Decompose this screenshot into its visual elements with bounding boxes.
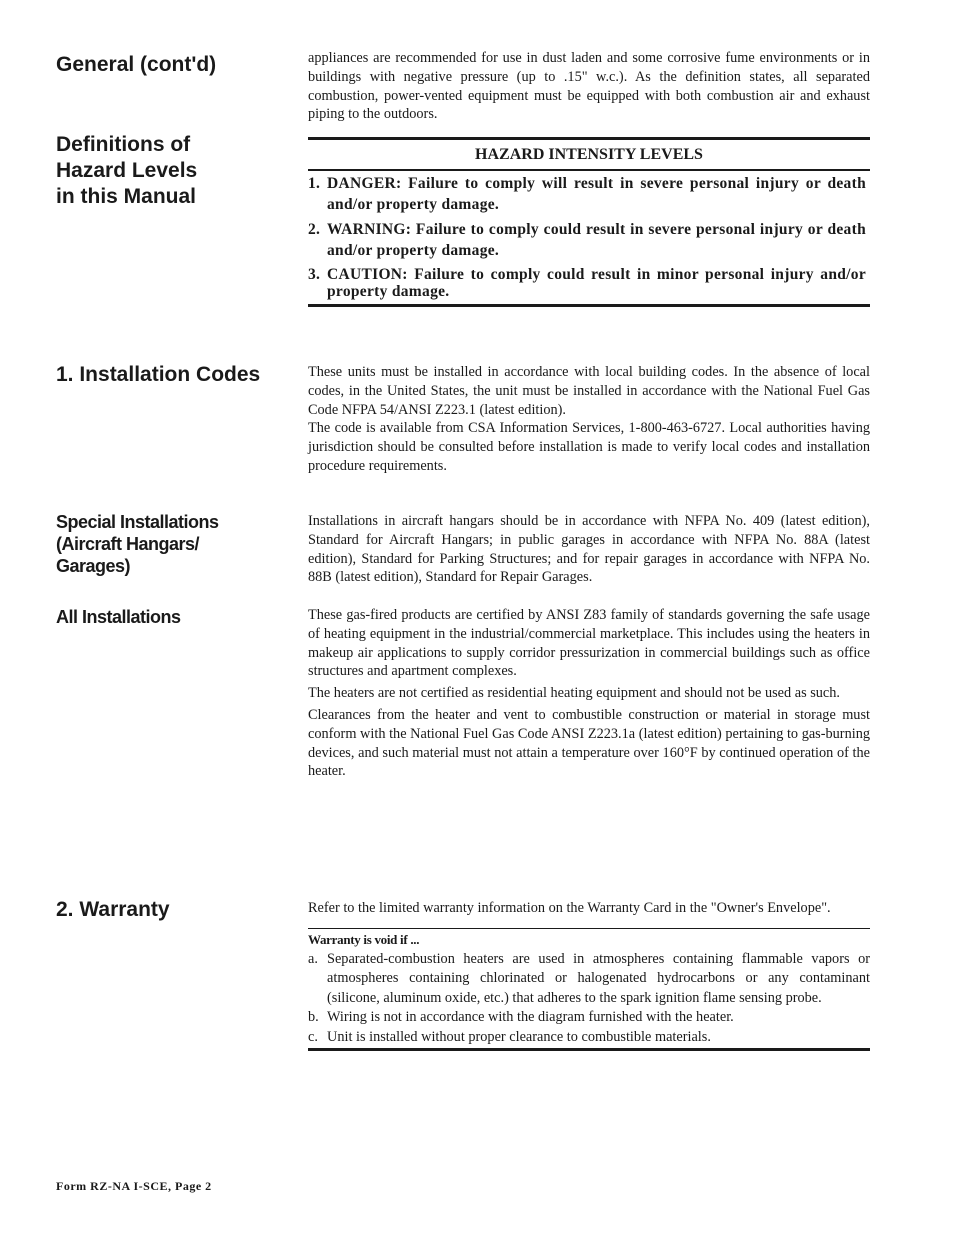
heading-line: Special Installations	[56, 512, 219, 532]
hazard-number: 1.	[308, 175, 321, 192]
paragraph: appliances are recommended for use in dust laden and some corrosive fume environments or in buildings with negative pressure (up to .15" w.c.). As the definition states, all separated combustion, power-vented equipment must be equipped with both combustion air and exhaust piping to the outdoors.	[308, 50, 870, 123]
hazard-item-caution	[308, 266, 866, 300]
warranty-void-item	[308, 1008, 870, 1028]
item-letter: c.	[308, 1028, 318, 1045]
warranty-void-item	[308, 1028, 870, 1048]
paragraph: Installations in aircraft hangars should be in accordance with NFPA No. 409 (latest edition), Standard for Aircraft Hangars; in public garages in accordance with NFPA No. 88A (latest edition), Standard for Parking Structures; and for repair garages in accordance with NFPA No. 88B (latest edition), Standard for Repair Garages.	[308, 513, 870, 586]
installation-codes-text	[308, 363, 870, 476]
hazard-list	[308, 171, 870, 304]
hazard-number: 2.	[308, 221, 321, 238]
page-footer: Form RZ-NA I-SCE, Page 2	[56, 1179, 212, 1193]
item-text: Wiring is not in accordance with the diagram furnished with the heater.	[327, 1009, 734, 1025]
paragraph: The heaters are not certified as residential heating equipment and should not be used as such.	[308, 685, 840, 702]
warranty-void-box	[308, 928, 870, 1051]
heading-warranty: 2. Warranty	[56, 898, 170, 921]
paragraph: Clearances from the heater and vent to combustible construction or material in storage must conform with the National Fuel Gas Code ANSI Z223.1a (latest edition) pertaining to gas-burning devices, and such material must not attain a temperature over 160°F by continued operation of the heater.	[308, 706, 870, 780]
heading-line: in this Manual	[56, 185, 197, 208]
item-text: Unit is installed without proper clearance to combustible materials.	[327, 1028, 711, 1045]
hazard-text: CAUTION: Failure to comply could result in minor personal injury and/or property damage.	[327, 266, 866, 300]
special-installations-text	[308, 512, 870, 587]
heading-line: Definitions of	[56, 133, 191, 156]
paragraph: These gas-fired products are certified by ANSI Z83 family of standards governing the safe usage of heating equipment in the industrial/commercial marketplace. This includes using the heaters in makeup air applications to supply corridor pressurization in commercial buildings such as office structures and apartment complexes.	[308, 607, 870, 680]
all-installations-text	[308, 606, 870, 781]
paragraph: Refer to the limited warranty information on the Warranty Card in the "Owner's Envelope".	[308, 900, 831, 916]
warranty-void-item	[308, 950, 870, 1009]
paragraph: The code is available from CSA Information Services, 1-800-463-6727. Local authorities having jurisdiction should be consulted before installation is made to verify local codes and installation procedure requirements.	[308, 420, 870, 474]
warranty-void-title: Warranty is void if ...	[308, 932, 420, 947]
heading-installation-codes: 1. Installation Codes	[56, 363, 261, 386]
heading-general-contd: General (cont'd)	[56, 53, 217, 76]
item-text: Separated-combustion heaters are used in atmospheres containing flammable vapors or atmospheres containing chlorinated or halogenated hydrocarbons or any contaminant (silicone, aluminum oxide, etc.) that adheres to the spark ignition flame sensing probe.	[327, 950, 870, 1006]
hazard-title: HAZARD INTENSITY LEVELS	[308, 140, 870, 171]
hazard-item-danger	[308, 174, 866, 215]
heading-line: (Aircraft Hangars/	[56, 534, 200, 554]
hazard-text: DANGER: Failure to comply will result in severe personal injury or death and/or property damage.	[327, 175, 866, 213]
item-letter: a.	[308, 950, 318, 967]
hazard-intensity-box	[308, 137, 870, 307]
warranty-text	[308, 899, 870, 918]
heading-all-installations: All Installations	[56, 607, 181, 627]
heading-special-installations	[56, 511, 219, 577]
hazard-number: 3.	[308, 266, 321, 283]
hazard-text: WARNING: Failure to comply could result in severe personal injury or death and/or property damage.	[327, 221, 866, 259]
item-letter: b.	[308, 1009, 319, 1025]
heading-line: Garages)	[56, 556, 131, 576]
heading-definitions-hazard-levels	[56, 132, 197, 210]
paragraph: These units must be installed in accordance with local building codes. In the absence of local codes, in the United States, the unit must be installed in accordance with the National Fuel Gas Code NFPA 54/ANSI Z223.1 (latest edition).	[308, 364, 870, 418]
hazard-item-warning	[308, 220, 866, 261]
heading-line: Hazard Levels	[56, 159, 198, 182]
general-paragraph	[308, 49, 870, 124]
